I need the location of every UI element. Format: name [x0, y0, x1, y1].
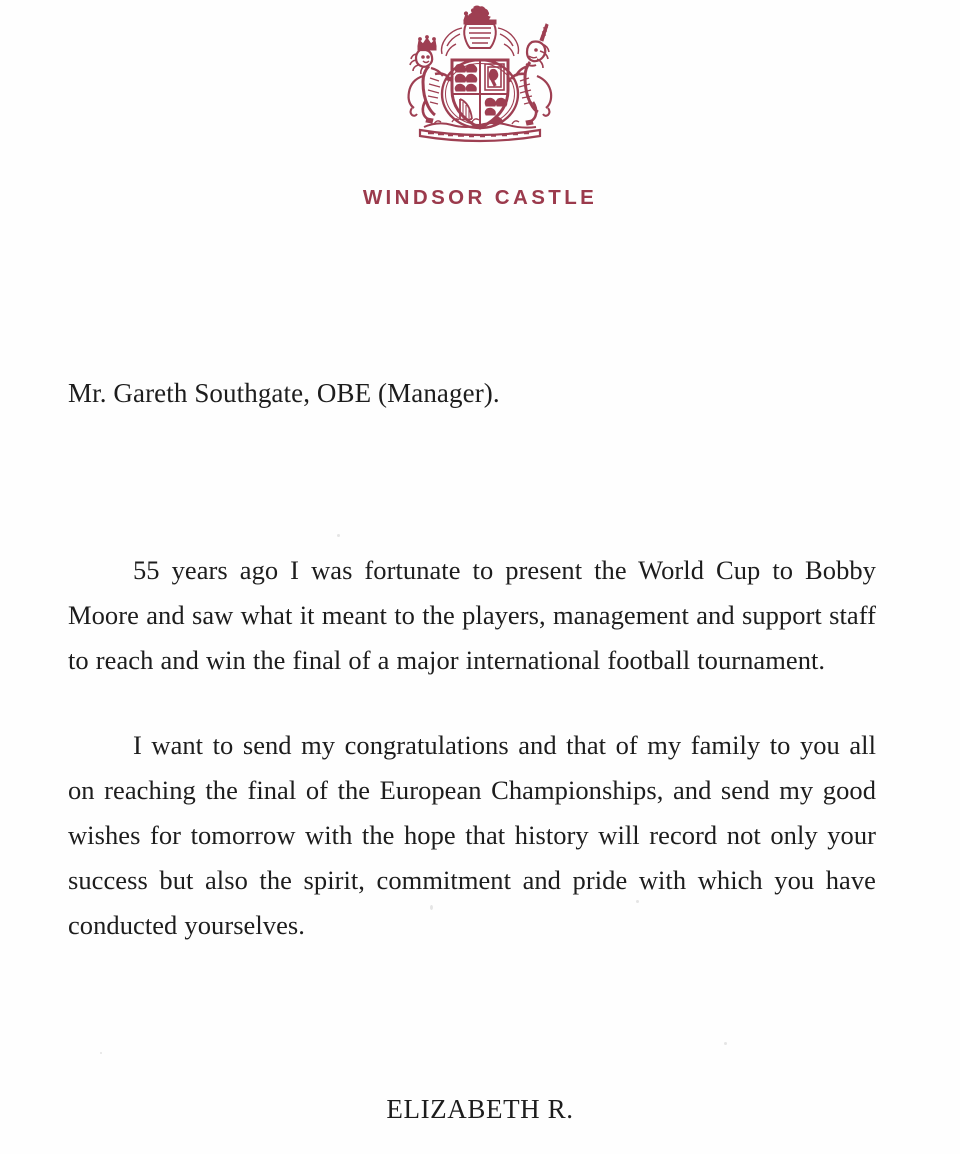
letterhead-title: WINDSOR CASTLE: [362, 186, 598, 209]
letter-paragraph: I want to send my congratulations and that of my family to you all on reaching the final of the European Championships, and send my good wishes for tomorrow with the hope that history will record not only your success but also the spirit, commitment and pride with which you have conducted yourselves.: [68, 730, 876, 940]
addressee-line: Mr. Gareth Southgate, OBE (Manager).: [68, 378, 500, 408]
royal-coat-of-arms-icon: [390, 4, 570, 162]
letter-body: [68, 548, 876, 948]
letterhead: [0, 0, 960, 209]
scan-speckle: [724, 1042, 727, 1045]
signature-line: ELIZABETH R.: [386, 1094, 574, 1124]
scan-speckle: [337, 534, 340, 537]
scan-speckle: [100, 1052, 102, 1054]
letter-paragraph: 55 years ago I was fortunate to present the World Cup to Bobby Moore and saw what it meant to the players, management and support staff to reach and win the final of a major international football tournament.: [68, 555, 876, 675]
